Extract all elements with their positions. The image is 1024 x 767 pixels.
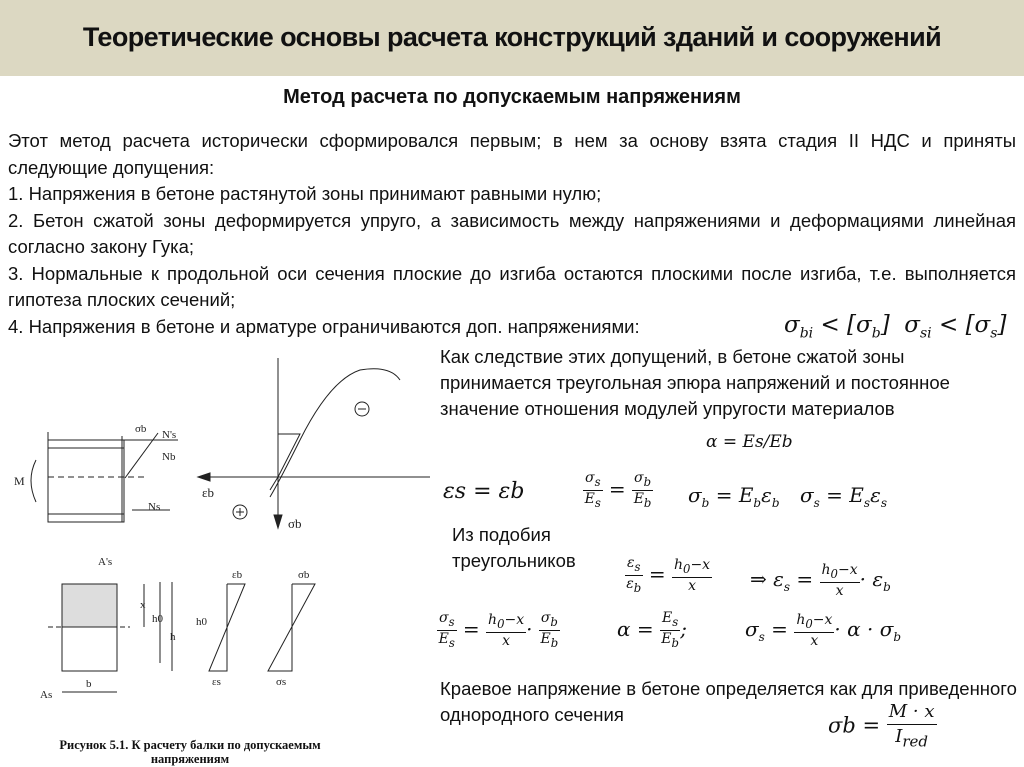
strain-equality: εs = εb (443, 479, 525, 504)
similarity-text: Из подобия треугольников (452, 524, 576, 571)
slide-title: Теоретические основы расчета конструкций зданий и сооружений (82, 22, 942, 52)
svg-text:σb: σb (298, 569, 310, 581)
svg-text:εb: εb (202, 485, 214, 500)
svg-text:b: b (86, 678, 92, 690)
stress-strain-diagram (198, 358, 430, 531)
edge-stress-formula: σb = $\frac{M \cdot x}{I_{red}}$ (828, 701, 935, 751)
svg-text:Ns: Ns (148, 501, 161, 513)
svg-text:A's: A's (98, 556, 113, 568)
svg-text:h: h (170, 631, 176, 643)
svg-text:N's: N's (162, 429, 177, 441)
alpha-ratio-formula: α = $\frac{E_s}{E_b}$ ; (617, 610, 687, 650)
similarity-formula: $\frac{\varepsilon_s}{\varepsilon_b}$ = $\frac{h_0-x}{x}$ (626, 555, 711, 595)
stress-similarity-formula: $\frac{\sigma_s}{E_s}$ = $\frac{h_0-x}{x}$ · $\frac{\sigma_b}{E_b}$ (438, 610, 559, 650)
svg-text:εs: εs (212, 676, 221, 688)
svg-text:σb: σb (135, 423, 147, 435)
hooke-concrete: $\sigma_b = E_b\varepsilon_b$ (688, 483, 780, 510)
intro-paragraph: Этот метод расчета исторически сформировался первым; в нем за основу взята стадия II НДС и приняты следующие допущения: (8, 130, 1016, 178)
svg-text:x: x (140, 599, 146, 611)
svg-text:εb: εb (232, 569, 243, 581)
edge-stress-lhs: σb = (828, 713, 881, 738)
strain-steel-formula: ⇒ $\varepsilon_s$ = $\frac{h_0-x}{x}$ · $\varepsilon_b$ (750, 562, 891, 599)
steel-stress-formula: $\sigma_s$ = $\frac{h_0-x}{x}$ · $\alpha \cdot \sigma_b$ (745, 612, 902, 649)
figure-caption: Рисунок 5.1. К расчету балки по допускаемым напряжениям (59, 738, 321, 766)
beam-elevation (14, 423, 178, 522)
assumption-1: 1. Напряжения в бетоне растянутой зоны принимают равными нулю; (8, 183, 602, 204)
assumption-4: 4. Напряжения в бетоне и арматуре ограничиваются доп. напряжениями: (8, 315, 640, 337)
hooke-steel: $\sigma_s = E_s\varepsilon_s$ (800, 483, 887, 510)
assumption-2: 2. Бетон сжатой зоны деформируется упруго, а зависимость между напряжениями и деформациями линейная согласно закону Гука; (8, 209, 1016, 257)
edge-stress-text: Краевое напряжение в бетоне определяется как для приведенного однородного сечения (440, 678, 1017, 725)
assumption-3: 3. Нормальные к продольной оси сечения плоские до изгиба остаются плоскими после изгиба, т.е. выполняется гипотеза плоских сечений; (8, 262, 1016, 310)
beam-figure (0, 340, 430, 740)
strain-diagram (196, 569, 245, 688)
svg-text:M: M (14, 474, 25, 488)
assumptions-text (8, 128, 1016, 340)
svg-text:h0: h0 (196, 616, 207, 628)
svg-text:σb: σb (288, 516, 302, 531)
svg-text:As: As (40, 689, 53, 701)
limits-formula: $\sigma_{bi} < [\sigma_b] \sigma_{si} < [\sigma_s]$ (784, 312, 1007, 342)
consequence-text: Как следствие этих допущений, в бетоне сжатой зоны принимается треугольная эпюра напряжений и постоянное значение отношения модулей упругости материалов (440, 346, 950, 419)
alpha-formula: α = Es/Eb (706, 432, 793, 452)
slide-header (0, 0, 1024, 76)
stress-diagram (268, 569, 315, 688)
stress-ratio-formula: $\frac{\sigma_s}{E_s}$ = $\frac{\sigma_b}{E_b}$ (584, 470, 652, 510)
slide-subtitle: Метод расчета по допускаемым напряжениям (283, 86, 741, 108)
svg-text:σs: σs (276, 676, 287, 688)
cross-section (40, 556, 176, 701)
svg-text:Nb: Nb (162, 451, 176, 463)
svg-text:h0: h0 (152, 613, 163, 625)
